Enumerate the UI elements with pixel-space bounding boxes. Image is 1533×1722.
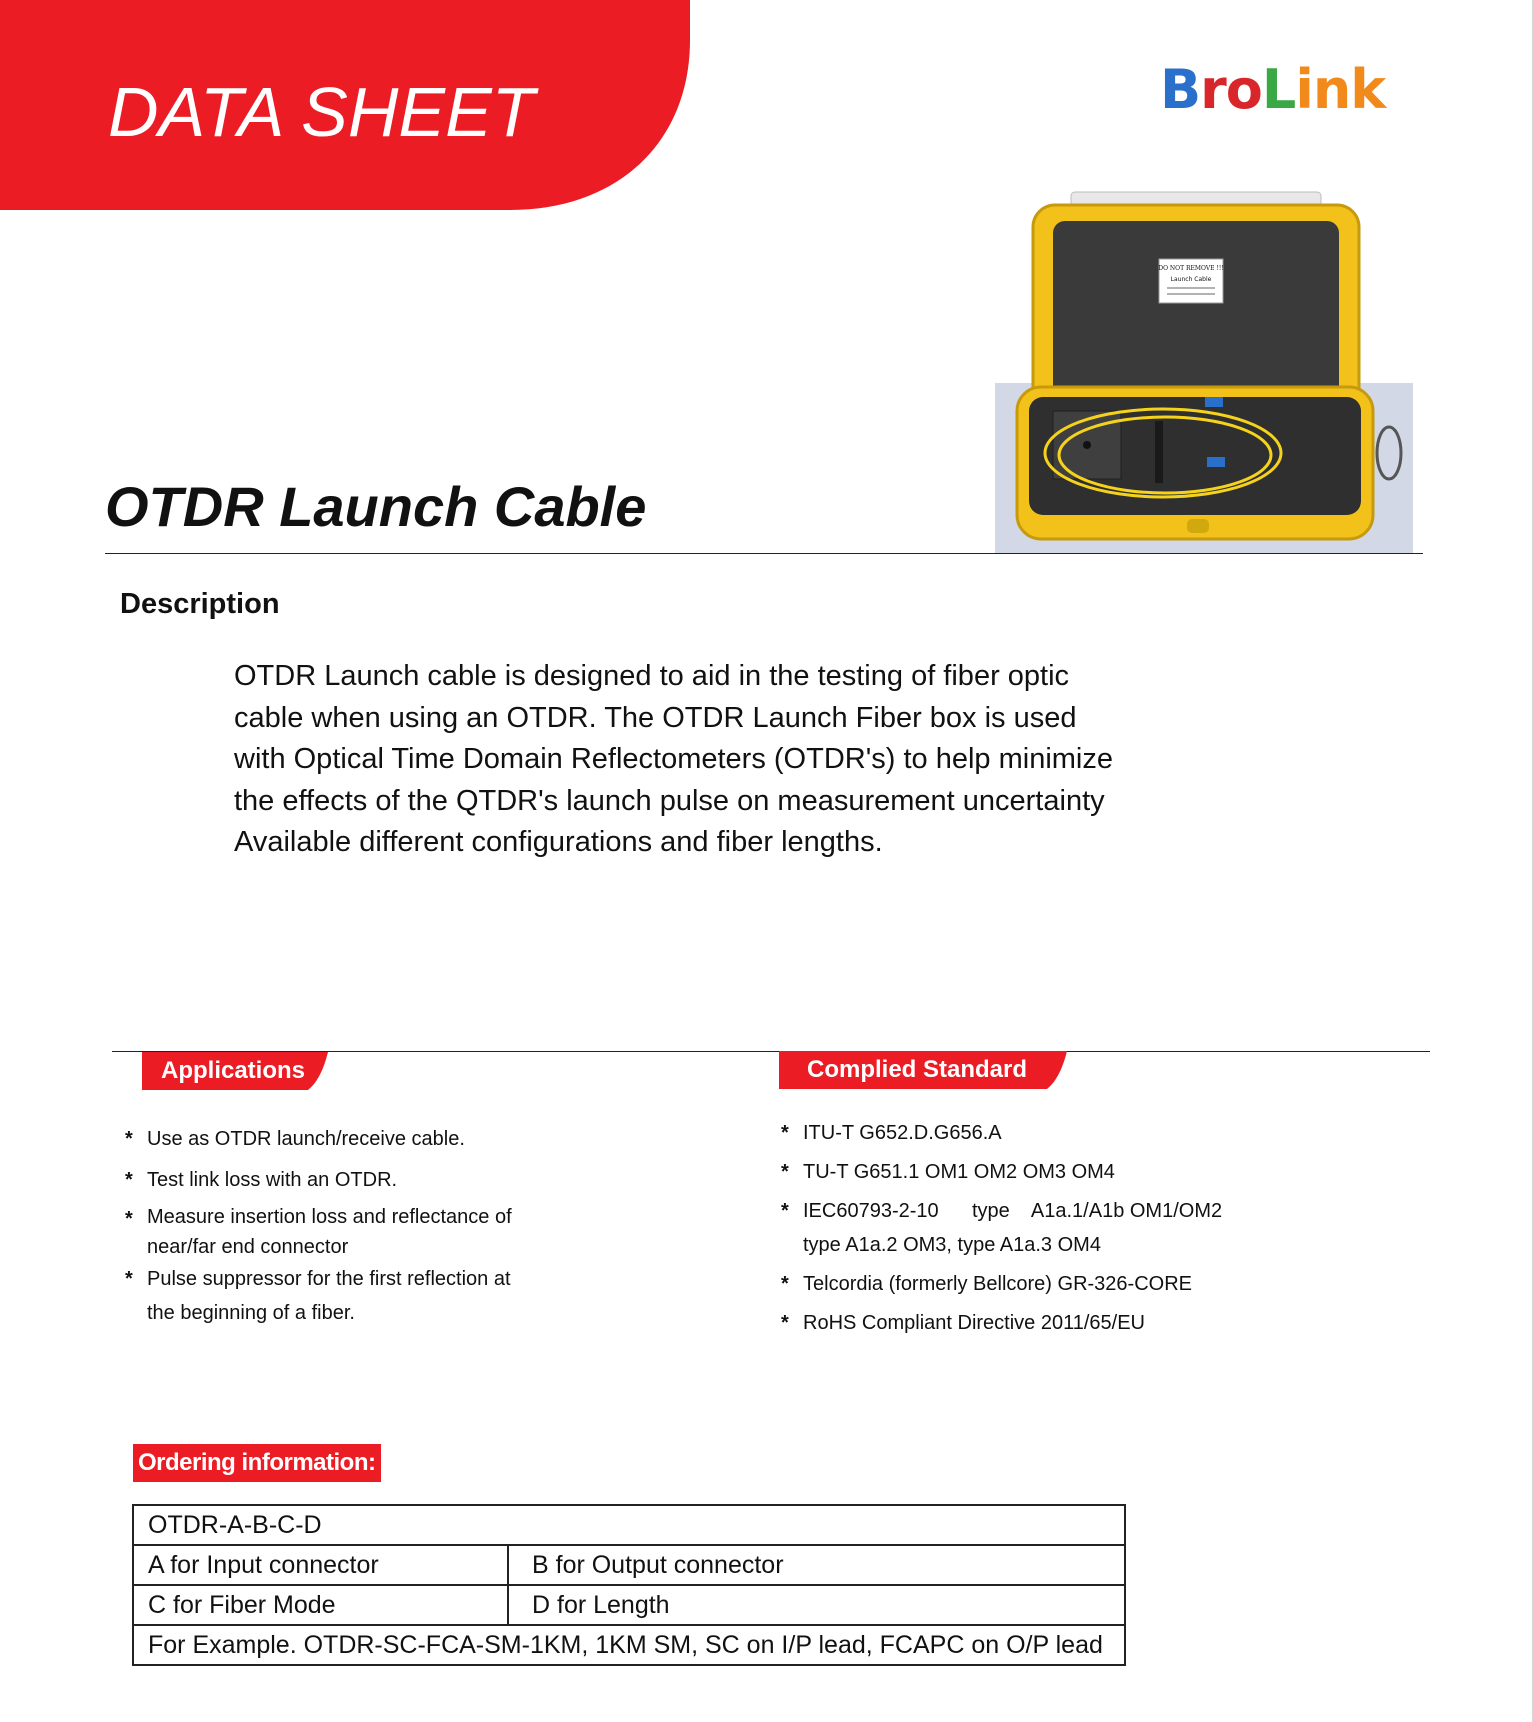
applications-tag <box>142 1052 328 1090</box>
description-line: OTDR Launch cable is designed to aid in the testing of fiber optic <box>234 660 1070 692</box>
description-line: the effects of the QTDR's launch pulse on measurement uncertainty <box>234 784 1105 817</box>
image-label-line1: DO NOT REMOVE !!! <box>1158 265 1224 272</box>
list-item <box>125 1163 685 1197</box>
list-item-text: IEC60793-2-10 type A1a.1/A1b OM1/OM2 <box>803 1200 1223 1222</box>
product-image <box>995 135 1413 553</box>
bullet-star: * <box>125 1128 133 1150</box>
list-item <box>781 1306 1421 1340</box>
applications-list <box>125 1122 685 1330</box>
description-line: with Optical Time Domain Reflectometers (OTDR's) to help minimize <box>234 743 1113 775</box>
table-cell: A for Input connector <box>133 1545 508 1585</box>
bullet-star: * <box>781 1200 789 1222</box>
standards-heading: Complied Standard <box>807 1056 1028 1083</box>
list-item-text: Pulse suppressor for the first reflection at <box>147 1268 511 1290</box>
title-divider <box>105 553 1423 554</box>
list-item-text: near/far end connector <box>147 1236 349 1258</box>
list-item-text: ITU-T G652.D.G656.A <box>803 1122 1002 1144</box>
table-row <box>133 1625 1125 1665</box>
table-cell: D for Length <box>508 1585 1125 1625</box>
bullet-star: * <box>125 1169 133 1191</box>
description-line: Available different configurations and fiber lengths. <box>234 826 883 858</box>
ordering-code-cell: OTDR-A-B-C-D <box>133 1505 1125 1545</box>
list-item <box>781 1194 1421 1262</box>
logo-part-ro: ro <box>1200 58 1262 121</box>
table-row <box>133 1505 1125 1545</box>
table-cell: C for Fiber Mode <box>133 1585 508 1625</box>
banner-title: DATA SHEET <box>108 73 535 151</box>
bullet-star: * <box>125 1208 133 1230</box>
description-heading: Description <box>120 588 280 620</box>
logo-part-ink: ink <box>1295 58 1386 121</box>
list-item-text: Telcordia (formerly Bellcore) GR-326-CORE <box>803 1273 1192 1295</box>
list-item-text: RoHS Compliant Directive 2011/65/EU <box>803 1312 1146 1334</box>
list-item <box>125 1122 685 1156</box>
list-item <box>125 1202 685 1262</box>
image-label-line2: Launch Cable <box>1170 276 1212 283</box>
list-item-text: type A1a.2 OM3, type A1a.3 OM4 <box>803 1234 1101 1256</box>
list-item <box>125 1262 685 1330</box>
bullet-star: * <box>781 1161 789 1183</box>
list-item-text: TU-T G651.1 OM1 OM2 OM3 OM4 <box>803 1161 1115 1183</box>
applications-heading: Applications <box>161 1057 306 1084</box>
standards-tag <box>779 1051 1067 1089</box>
list-item <box>781 1155 1421 1189</box>
ordering-example-cell: For Example. OTDR-SC-FCA-SM-1KM, 1KM SM, SC on I/P lead, FCAPC on O/P lead <box>133 1625 1125 1665</box>
list-item <box>781 1116 1421 1150</box>
launch-cable-box-illustration <box>995 135 1413 553</box>
table-row <box>133 1585 1125 1625</box>
list-item <box>781 1267 1421 1301</box>
list-item-text: the beginning of a fiber. <box>147 1302 355 1324</box>
description-body <box>234 656 1234 864</box>
ordering-heading: Ordering information: <box>133 1444 381 1482</box>
list-item-text: Test link loss with an OTDR. <box>147 1169 398 1191</box>
bullet-star: * <box>125 1268 133 1290</box>
table-row <box>133 1545 1125 1585</box>
description-line: cable when using an OTDR. The OTDR Launch Fiber box is used <box>234 701 1077 734</box>
product-title: OTDR Launch Cable <box>105 475 647 538</box>
standards-list <box>781 1116 1421 1345</box>
logo-part-b: B <box>1160 58 1201 121</box>
list-item-text: Measure insertion loss and reflectance of <box>147 1206 512 1228</box>
bullet-star: * <box>781 1273 789 1295</box>
table-cell: B for Output connector <box>508 1545 1125 1585</box>
ordering-table <box>132 1504 1126 1666</box>
bullet-star: * <box>781 1122 789 1144</box>
logo-part-l: L <box>1261 58 1296 121</box>
bullet-star: * <box>781 1312 789 1334</box>
header-banner <box>0 0 690 210</box>
brand-logo <box>1160 60 1385 120</box>
list-item-text: Use as OTDR launch/receive cable. <box>147 1128 465 1150</box>
